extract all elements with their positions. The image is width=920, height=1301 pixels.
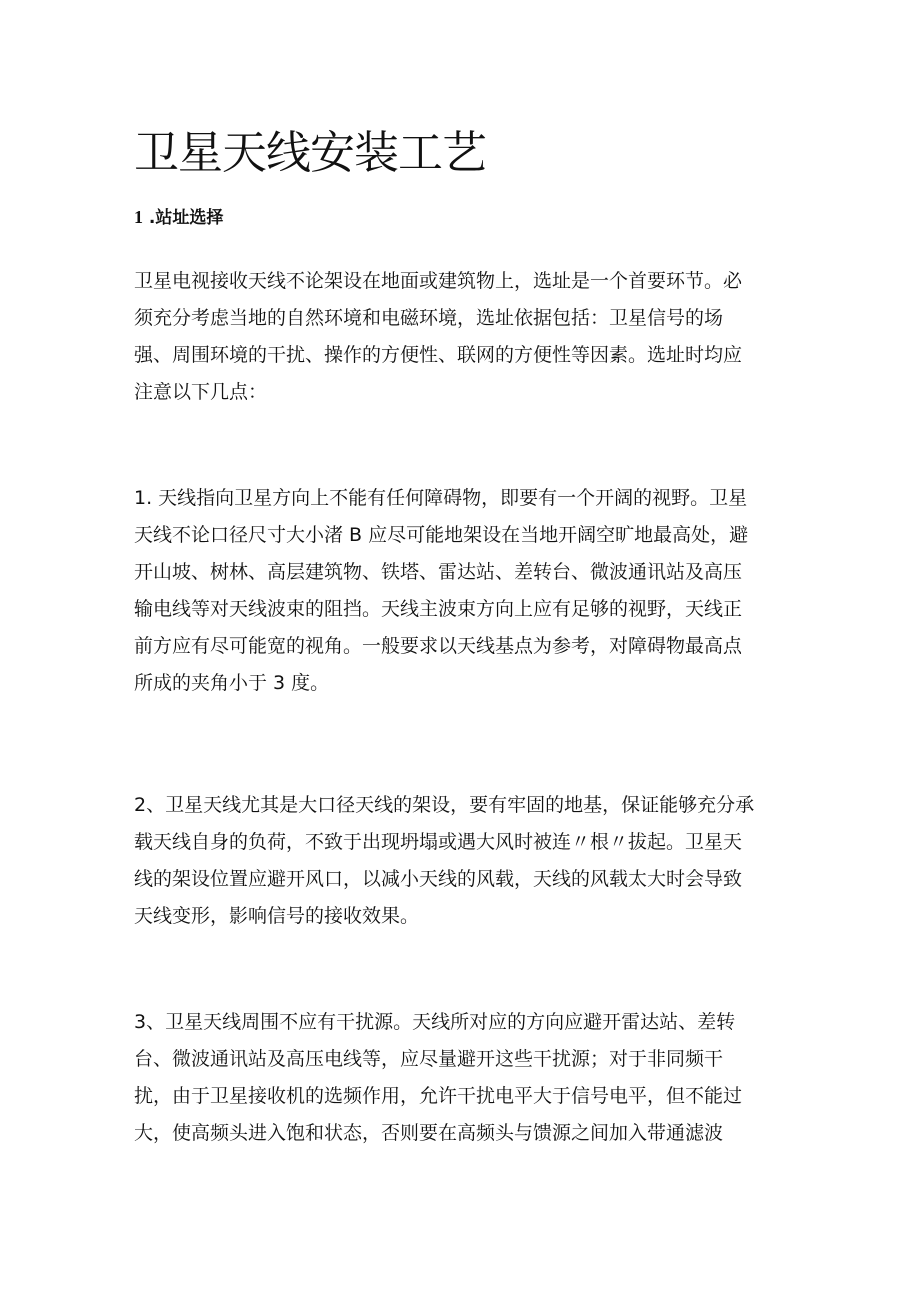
section-number: 1: [134, 207, 143, 227]
paragraph-line: 载天线自身的负荷，不致于出现坍塌或遇大风时被连〃根〃拔起。卫星天: [134, 831, 743, 853]
paragraph-line: 注意以下几点：: [134, 381, 268, 403]
section-heading: [134, 204, 223, 231]
paragraph-line: 2、卫星天线尤其是大口径天线的架设，要有牢固的地基，保证能够充分承: [134, 794, 755, 816]
paragraph-line: 3、卫星天线周围不应有干扰源。天线所对应的方向应避开雷达站、差转: [134, 1011, 736, 1033]
paragraph-line: 开山坡、树林、高层建筑物、铁塔、雷达站、差转台、微波通讯站及高压: [134, 561, 743, 583]
paragraph-line: 卫星电视接收天线不论架设在地面或建筑物上，选址是一个首要环节。必: [134, 270, 743, 292]
paragraph-line: 所成的夹角小于 3 度。: [134, 672, 330, 694]
paragraph-intro: [134, 263, 742, 411]
paragraph-line: 大，使高频头进入饱和状态，否则要在高频头与馈源之间加入带通滤波: [134, 1122, 724, 1144]
paragraph-line: 强、周围环境的干扰、操作的方便性、联网的方便性等因素。选址时均应: [134, 344, 743, 366]
paragraph-line: 线的架设位置应避开风口，以减小天线的风载，天线的风载太大时会导致: [134, 868, 743, 890]
paragraph-line: 1. 天线指向卫星方向上不能有任何障碍物，即要有一个开阔的视野。卫星: [134, 487, 748, 509]
paragraph-line: 天线不论口径尺寸大小渚 B 应尽可能地架设在当地开阔空旷地最高处，避: [134, 524, 749, 546]
paragraph-line: 扰，由于卫星接收机的选频作用，允许干扰电平大于信号电平，但不能过: [134, 1085, 743, 1107]
document-title: 卫星天线安装工艺: [134, 126, 487, 179]
paragraph-point-1: [134, 480, 748, 702]
paragraph-point-3: [134, 1004, 742, 1152]
paragraph-line: 台、微波通讯站及高压电线等，应尽量避开这些干扰源；对于非同频干: [134, 1048, 724, 1070]
paragraph-line: 输电线等对天线波束的阻挡。天线主波束方向上应有足够的视野，天线正: [134, 598, 743, 620]
paragraph-line: 须充分考虑当地的自然环境和电磁环境，选址依据包括：卫星信号的场: [134, 307, 724, 329]
paragraph-line: 前方应有尽可能宽的视角。一般要求以天线基点为参考，对障碍物最高点: [134, 635, 743, 657]
paragraph-point-2: [134, 787, 754, 935]
paragraph-line: 天线变形，影响信号的接收效果。: [134, 905, 420, 927]
section-title: .站址选择: [148, 208, 224, 228]
